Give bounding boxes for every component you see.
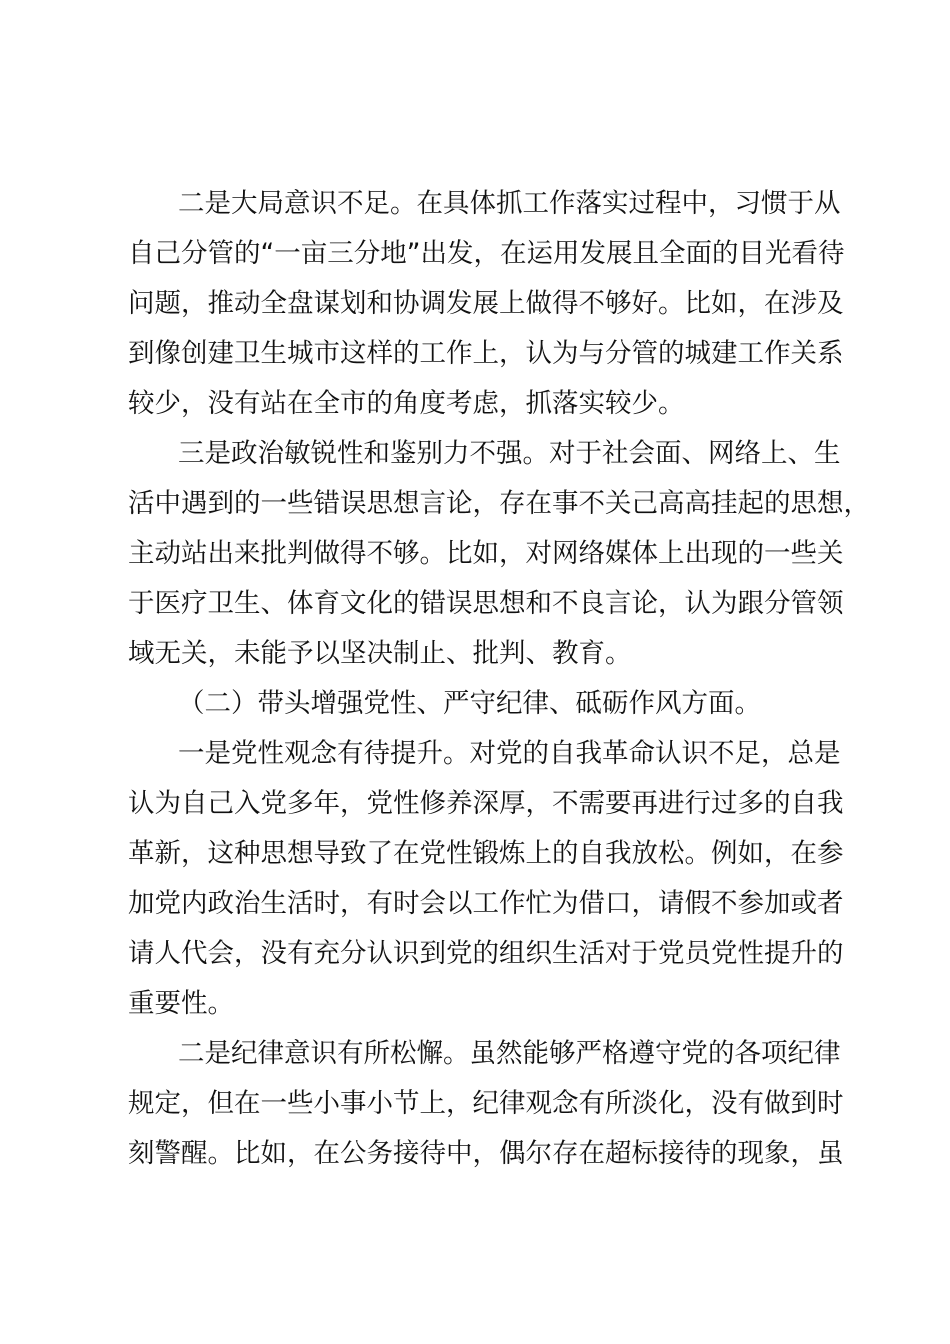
text-line-15: 加党内政治生活时，有时会以工作忙为借口，请假不参加或者 (128, 888, 844, 919)
text-line-1: 二是大局意识不足。在具体抓工作落实过程中，习惯于从 (178, 188, 841, 219)
text-line-20: 刻警醒。比如，在公务接待中，偶尔存在超标接待的现象，虽 (128, 1138, 844, 1169)
text-line-5: 较少，没有站在全市的角度考虑，抓落实较少。 (128, 388, 685, 419)
text-line-4: 到像创建卫生城市这样的工作上，认为与分管的城建工作关系 (128, 338, 844, 369)
text-line-2: 自己分管的“一亩三分地”出发，在运用发展且全面的目光看待 (128, 238, 845, 269)
text-line-13: 认为自己入党多年，党性修养深厚，不需要再进行过多的自我 (128, 788, 844, 819)
text-line-3: 问题，推动全盘谋划和协调发展上做得不够好。比如，在涉及 (128, 288, 844, 319)
text-line-9: 于医疗卫生、体育文化的错误思想和不良言论，认为跟分管领 (128, 588, 844, 619)
text-line-7: 活中遇到的一些错误思想言论，存在事不关己高高挂起的思想， (128, 488, 870, 519)
text-line-10: 域无关，未能予以坚决制止、批判、教育。 (128, 638, 632, 669)
section-heading: （二）带头增强党性、严守纪律、砥砺作风方面。 (178, 688, 761, 719)
text-line-14: 革新，这种思想导致了在党性锻炼上的自我放松。例如，在参 (128, 838, 844, 869)
text-line-19: 规定，但在一些小事小节上，纪律观念有所淡化，没有做到时 (128, 1088, 844, 1119)
text-line-18: 二是纪律意识有所松懈。虽然能够严格遵守党的各项纪律 (178, 1038, 841, 1069)
text-line-8: 主动站出来批判做得不够。比如，对网络媒体上出现的一些关 (128, 538, 844, 569)
text-line-17: 重要性。 (128, 988, 234, 1019)
text-line-12: 一是党性观念有待提升。对党的自我革命认识不足，总是 (178, 738, 841, 769)
text-line-6: 三是政治敏锐性和鉴别力不强。对于社会面、网络上、生 (178, 438, 841, 469)
text-line-16: 请人代会，没有充分认识到党的组织生活对于党员党性提升的 (128, 938, 844, 969)
